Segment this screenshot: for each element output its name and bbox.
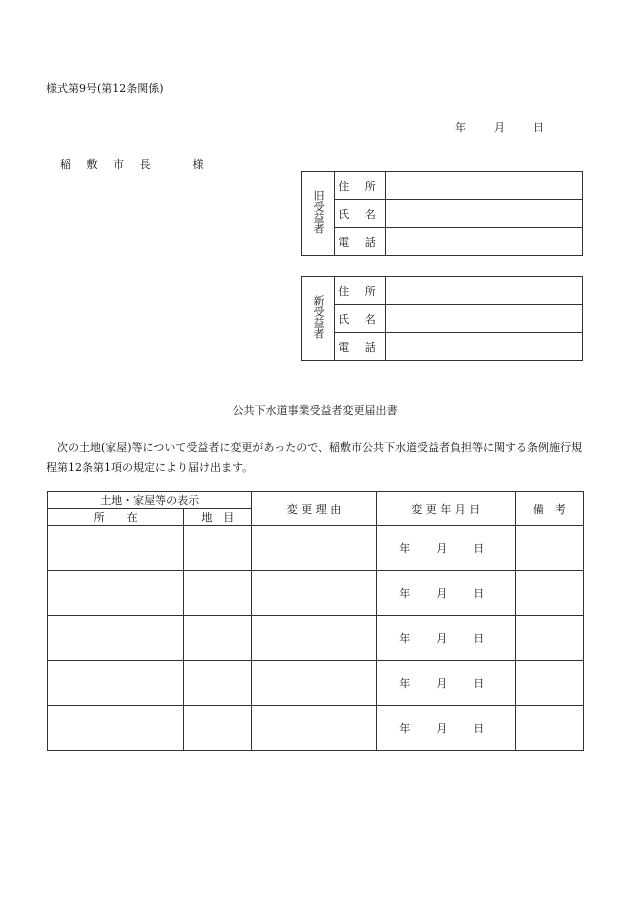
old-address-field[interactable] (386, 172, 583, 200)
table-row (48, 661, 584, 706)
remarks-cell[interactable] (515, 616, 583, 661)
location-cell[interactable] (48, 661, 184, 706)
form-number: 様式第9号(第12条関係) (46, 82, 164, 95)
land-category-cell[interactable] (184, 706, 252, 751)
reason-cell[interactable] (252, 526, 376, 571)
old-address-label: 住 所 (335, 172, 386, 200)
new-address-field[interactable] (386, 277, 583, 305)
reason-cell[interactable] (252, 661, 376, 706)
date-day: 日 (533, 121, 544, 134)
change-date-cell[interactable]: 年 月 日 (376, 571, 515, 616)
location-cell[interactable] (48, 616, 184, 661)
document-title: 公共下水道事業受益者変更届出書 (232, 404, 398, 417)
land-category-header: 地 目 (184, 509, 252, 526)
old-name-field[interactable] (386, 200, 583, 228)
old-phone-label: 電 話 (335, 228, 386, 256)
change-date-cell[interactable]: 年 月 日 (376, 706, 515, 751)
location-cell[interactable] (48, 706, 184, 751)
land-category-cell[interactable] (184, 526, 252, 571)
location-header: 所 在 (48, 509, 184, 526)
submission-date[interactable] (455, 119, 544, 135)
old-phone-field[interactable] (386, 228, 583, 256)
addressee: 稲 敷 市 長 様 (60, 158, 210, 171)
land-category-cell[interactable] (184, 571, 252, 616)
old-beneficiary-table (301, 171, 583, 256)
land-building-header: 土地・家屋等の表示 (48, 492, 252, 509)
new-address-label: 住 所 (335, 277, 386, 305)
location-cell[interactable] (48, 526, 184, 571)
new-phone-label: 電 話 (335, 333, 386, 361)
land-category-cell[interactable] (184, 661, 252, 706)
table-row (48, 571, 584, 616)
table-row (48, 616, 584, 661)
new-beneficiary-table (301, 276, 583, 361)
change-reason-header: 変 更 理 由 (252, 492, 376, 526)
location-cell[interactable] (48, 571, 184, 616)
old-name-label: 氏 名 (335, 200, 386, 228)
reason-cell[interactable] (252, 571, 376, 616)
table-row (48, 526, 584, 571)
new-name-field[interactable] (386, 305, 583, 333)
notification-body: 次の土地(家屋)等について受益者に変更があったので、稲敷市公共下水道受益者負担等に関する条例施行規程第12条第1項の規定により届け出ます。 (46, 441, 583, 474)
remarks-header: 備 考 (515, 492, 583, 526)
date-year: 年 (455, 121, 466, 134)
property-table (47, 491, 584, 751)
table-row (48, 706, 584, 751)
date-month: 月 (494, 121, 505, 134)
remarks-cell[interactable] (515, 661, 583, 706)
old-beneficiary-label: 旧受益者 (302, 172, 335, 256)
change-date-header: 変 更 年 月 日 (376, 492, 515, 526)
new-name-label: 氏 名 (335, 305, 386, 333)
change-date-cell[interactable]: 年 月 日 (376, 526, 515, 571)
reason-cell[interactable] (252, 706, 376, 751)
change-date-cell[interactable]: 年 月 日 (376, 661, 515, 706)
new-phone-field[interactable] (386, 333, 583, 361)
reason-cell[interactable] (252, 616, 376, 661)
remarks-cell[interactable] (515, 526, 583, 571)
remarks-cell[interactable] (515, 706, 583, 751)
change-date-cell[interactable]: 年 月 日 (376, 616, 515, 661)
remarks-cell[interactable] (515, 571, 583, 616)
new-beneficiary-label: 新受益者 (302, 277, 335, 361)
land-category-cell[interactable] (184, 616, 252, 661)
